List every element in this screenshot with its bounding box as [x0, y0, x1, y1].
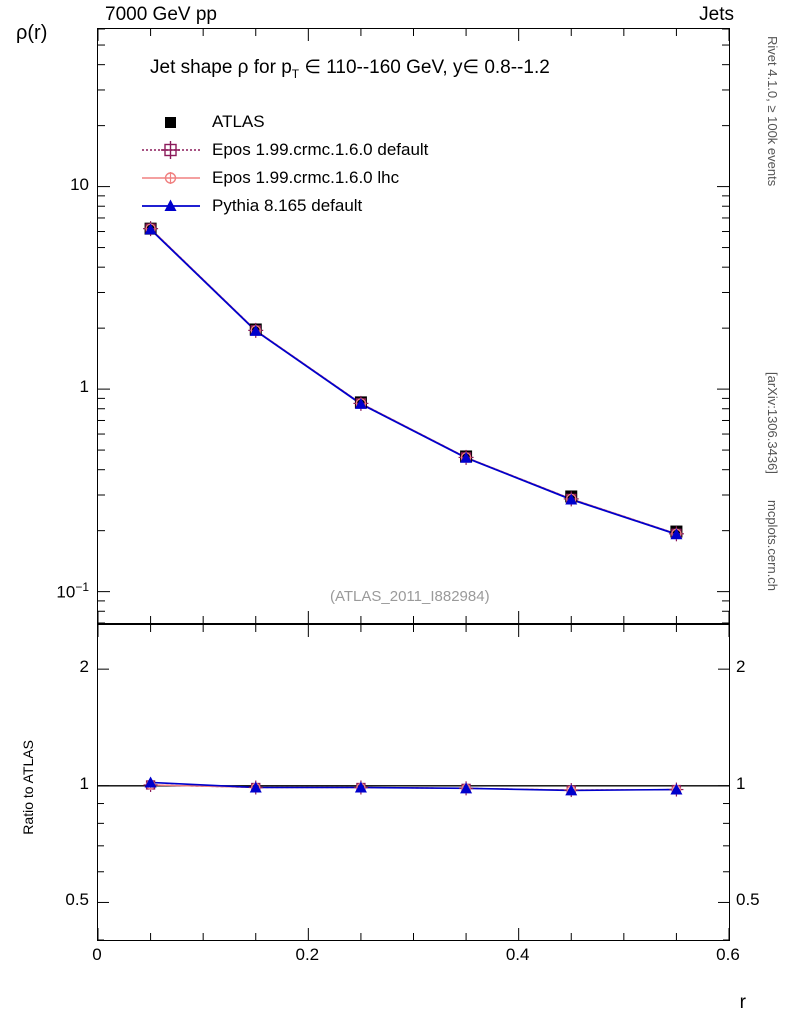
legend-label-3: Pythia 8.165 default	[212, 196, 363, 215]
ratio-y-tick-label-right-1: 1	[736, 773, 746, 793]
x-axis-title: r	[739, 992, 746, 1013]
x-tick-label-1: 0.2	[295, 945, 320, 964]
y-axis-title: ρ(r)	[16, 22, 48, 44]
ratio-y-tick-label-left-2: 2	[79, 657, 89, 677]
analysis-watermark: (ATLAS_2011_I882984)	[330, 588, 490, 605]
mcplots-source-label: mcplots.cern.ch	[765, 500, 780, 592]
x-tick-label-2: 0.4	[505, 945, 530, 964]
plot-title-pre: Jet shape ρ for p	[150, 57, 292, 78]
header-right-label: Jets	[699, 4, 734, 25]
legend-marker-pythia	[140, 196, 202, 216]
legend-marker-atlas	[140, 112, 202, 132]
legend	[140, 108, 428, 220]
ratio-plot-svg	[98, 625, 729, 940]
y-tick-label-2: 10	[70, 174, 89, 194]
legend-label-0: ATLAS	[212, 112, 265, 131]
legend-marker-epos-lhc	[140, 168, 202, 188]
plot-title-post: ∈ 110--160 GeV, y∈ 0.8--1.2	[299, 57, 550, 78]
legend-entry-0[interactable]	[140, 108, 428, 136]
legend-entry-2[interactable]	[140, 164, 428, 192]
legend-entry-3[interactable]	[140, 192, 428, 220]
legend-entry-1[interactable]	[140, 136, 428, 164]
ratio-y-tick-label-left-0: 0.5	[65, 890, 89, 910]
y-tick-label-1: 1	[79, 377, 89, 397]
rivet-version-label: Rivet 4.1.0, ≥ 100k events	[765, 36, 780, 187]
arxiv-reference-label: [arXiv:1306.3436]	[765, 372, 780, 474]
plot-title	[150, 56, 550, 81]
header-left-label: 7000 GeV pp	[105, 4, 217, 25]
plot-title-sub: T	[291, 66, 300, 81]
ratio-y-tick-label-left-1: 1	[79, 773, 89, 793]
legend-label-2: Epos 1.99.crmc.1.6.0 lhc	[212, 168, 400, 187]
legend-label-1: Epos 1.99.crmc.1.6.0 default	[212, 140, 429, 159]
x-tick-label-3: 0.6	[716, 945, 740, 964]
ratio-y-tick-label-right-0: 0.5	[736, 890, 760, 910]
ratio-y-axis-title: Ratio to ATLAS	[20, 740, 36, 835]
x-tick-label-0: 0	[92, 945, 102, 964]
legend-marker-epos-default	[140, 140, 202, 160]
ratio-y-tick-label-right-2: 2	[736, 657, 746, 677]
ratio-plot-panel	[97, 624, 730, 941]
y-tick-label-0: $10^{-1}$	[56, 579, 89, 602]
